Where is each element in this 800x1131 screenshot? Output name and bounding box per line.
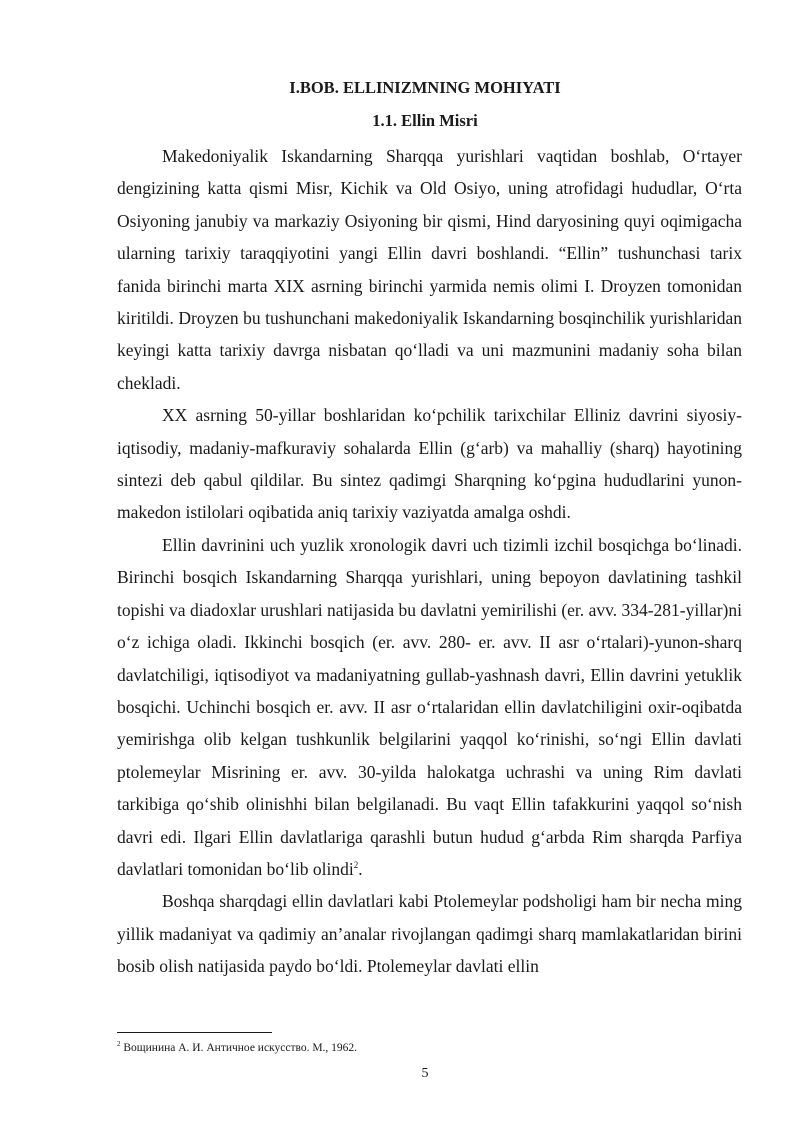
footnote-divider xyxy=(117,1032,272,1033)
chapter-title: I.BOB. ELLINIZMNING MOHIYATI xyxy=(289,78,561,97)
footnote-reference[interactable]: 2 xyxy=(353,860,359,871)
paragraph-3 xyxy=(117,529,742,885)
paragraph-2: XX asrning 50-yillar boshlaridan ko‘pchilik tarixchilar Elliniz davrini siyosiy-iqtisodiy, madaniy-mafkuraviy sohalarda Ellin (g‘arb) va mahalliy (sharq) hayotining sintezi deb qabul qildilar. Bu sintez qadimgi Sharqning ko‘pgina hududlarini yunon-makedon istilolari oqibatida aniq tarixiy vaziyatda amalga oshdi. xyxy=(117,405,742,523)
paragraph-3-text: Ellin davrinini uch yuzlik xronologik davri uch tizimli izchil bosqichga bo‘linadi. Birinchi bosqich Iskandarning Sharqqa yurishlari, uning bepoyon davlatining tashkil topishi va diadoxlar urushlari natijasida bu davlatni yemirilishi (er. avv. 334-281-yillar)ni o‘z ichiga oladi. Ikkinchi bosqich (er. avv. 280- er. avv. II asr o‘rtalari)-yunon-sharq davlatchiligi, iqtisodiyot va madaniyatning gullab-yashnash davri, Ellin davrini yetuklik bosqichi. Uchinchi bosqich er. avv. II asr o‘rtalaridan ellin davlatchiligini oxir-oqibatda yemirishga olib kelgan tushkunlik belgilarini yaqqol ko‘rinishi, so‘ngi Ellin davlati ptolemeylar Misrining er. avv. 30-yilda halokatga uchrashi va uning Rim davlati tarkibiga qo‘shib olinishhi bilan belgilanadi. Bu vaqt Ellin tafakkurini yaqqol so‘nish davri edi. Ilgari Ellin davlatlariga qarashli butun hudud g‘arbda Rim sharqda Parfiya davlatlari tomonidan bo‘lib olindi xyxy=(117,534,742,879)
page-number: 5 xyxy=(421,1066,429,1081)
footnote-text: Вощинина А. И. Античное искусство. М., 1962. xyxy=(120,1042,358,1054)
body-text xyxy=(117,140,742,983)
paragraph-3-end: . xyxy=(358,858,363,879)
section-title: 1.1. Ellin Misri xyxy=(372,111,478,130)
paragraph-1: Makedoniyalik Iskandarning Sharqqa yurishlari vaqtidan boshlab, O‘rtayer dengizining katta qismi Misr, Kichik va Old Osiyo, uning atrofidagi hududlar, O‘rta Osiyoning janubiy va markaziy Osiyoning bir qismi, Hind daryosining quyi oqimigacha ularning tarixiy taraqqiyotini yangi Ellin davri boshlandi. “Ellin” tushunchasi tarix fanida birinchi marta XIX asrning birinchi yarmida nemis olimi I. Droyzen tomonidan kiritildi. Droyzen bu tushunchani makedoniyalik Iskandarning bosqinchilik yurishlaridan keyingi katta tarixiy davrga nisbatan qo‘lladi va uni mazmunini madaniy soha bilan chekladi. xyxy=(117,146,742,393)
footnote-marker: 2 xyxy=(117,1040,121,1049)
paragraph-4: Boshqa sharqdagi ellin davlatlari kabi Ptolemeylar podsholigi ham bir necha ming yillik madaniyat va qadimiy an’analar rivojlangan qadimgi sharq mamlakatlaridan birini bosib olish natijasida paydo bo‘ldi. Ptolemeylar davlati ellin xyxy=(117,891,742,977)
footnote xyxy=(117,1041,742,1055)
